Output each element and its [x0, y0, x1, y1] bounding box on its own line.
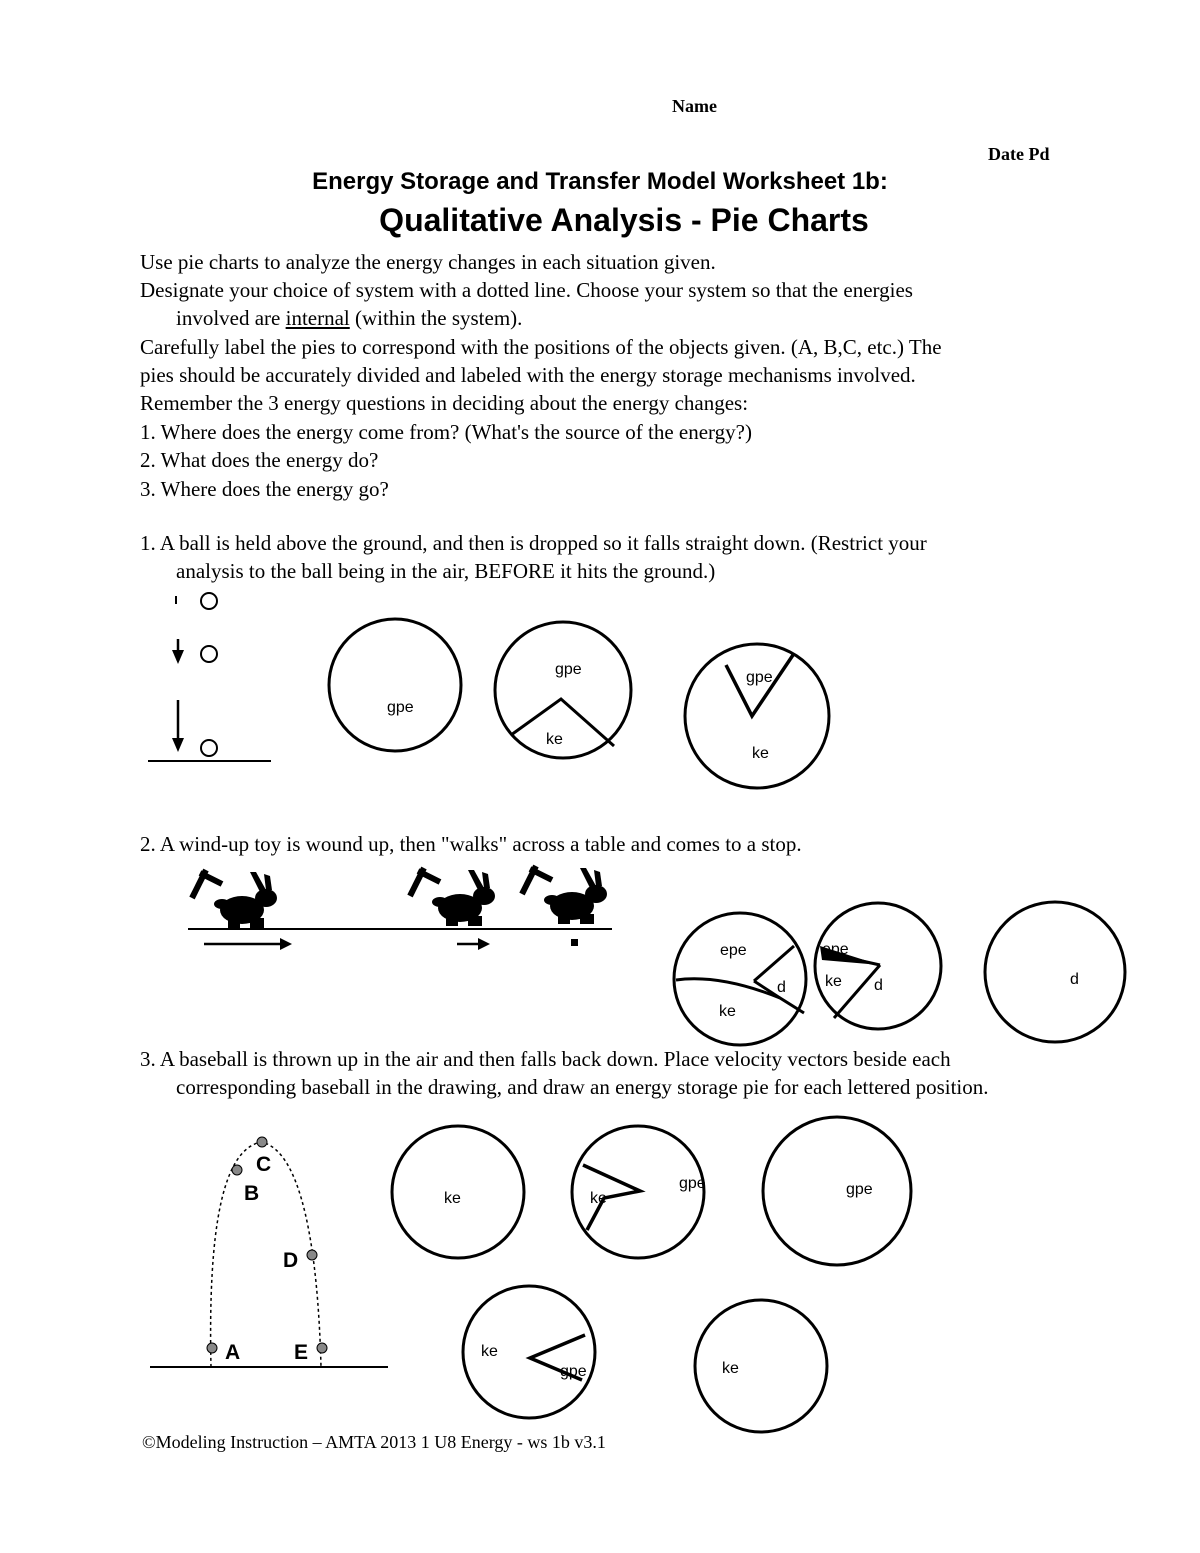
pie-label: ke	[719, 1003, 736, 1020]
pie-label: epe	[822, 941, 849, 958]
instruction-line: Carefully label the pies to correspond with the positions of the objects given. (A, B,C, etc.) The	[140, 335, 942, 359]
pie-label: gpe	[560, 1363, 587, 1380]
pie-label: ke	[590, 1190, 607, 1207]
energy-question: 2. What does the energy do?	[140, 448, 379, 472]
pie-label: gpe	[555, 661, 582, 678]
pie-chart	[495, 622, 631, 758]
pie-label: gpe	[387, 699, 414, 716]
pie-chart	[815, 903, 941, 1029]
wind-up-toy-figure	[188, 866, 612, 950]
problem-1-text: 1. A ball is held above the ground, and then is dropped so it falls straight down. (Restrict your	[140, 531, 927, 555]
position-label-a: A	[225, 1341, 241, 1364]
instruction-line: Use pie charts to analyze the energy changes in each situation given.	[140, 250, 716, 274]
position-label-e: E	[294, 1341, 309, 1364]
pie-label: epe	[720, 942, 747, 959]
footer-copyright: ©Modeling Instruction – AMTA 2013 1 U8 Energy - ws 1b v3.1	[142, 1432, 606, 1452]
instruction-line: Designate your choice of system with a dotted line. Choose your system so that the energies	[140, 278, 913, 302]
pie-label: gpe	[679, 1175, 706, 1192]
pie-chart	[463, 1286, 595, 1418]
pie-chart	[985, 902, 1125, 1042]
problem-3-text: 3. A baseball is thrown up in the air and then falls back down. Place velocity vectors beside each	[140, 1047, 951, 1071]
position-label-b: B	[244, 1182, 260, 1205]
pie-chart	[763, 1117, 911, 1265]
pie-label: gpe	[746, 669, 773, 686]
position-label-d: D	[283, 1249, 299, 1272]
pie-label: ke	[752, 745, 769, 762]
falling-ball-figure	[148, 593, 271, 761]
pie-label: d	[777, 979, 786, 996]
instruction-text: involved are	[176, 306, 286, 330]
worksheet-subtitle: Qualitative Analysis - Pie Charts	[379, 202, 869, 238]
energy-question: 3. Where does the energy go?	[140, 477, 389, 501]
pie-chart	[674, 913, 806, 1045]
pie-label: d	[874, 977, 883, 994]
pie-label: ke	[722, 1360, 739, 1377]
worksheet-title: Energy Storage and Transfer Model Worksheet 1b:	[312, 168, 888, 195]
problem-3-text: corresponding baseball in the drawing, and draw an energy storage pie for each lettered position.	[176, 1075, 989, 1099]
pie-chart	[329, 619, 461, 751]
instruction-line: pies should be accurately divided and labeled with the energy storage mechanisms involved.	[140, 363, 916, 387]
pie-label: ke	[825, 973, 842, 990]
pie-label: gpe	[846, 1181, 873, 1198]
pie-label: ke	[444, 1190, 461, 1207]
problem-2-text: 2. A wind-up toy is wound up, then "walks" across a table and comes to a stop.	[140, 832, 802, 856]
pie-label: ke	[546, 731, 563, 748]
energy-question: 1. Where does the energy come from? (What's the source of the energy?)	[140, 420, 752, 444]
baseball-trajectory-figure	[150, 1137, 388, 1367]
pie-label: d	[1070, 971, 1079, 988]
problem-1-text: analysis to the ball being in the air, BEFORE it hits the ground.)	[176, 559, 716, 583]
pie-chart	[392, 1126, 524, 1258]
underlined-word: internal	[285, 306, 350, 330]
instruction-text: (within the system).	[349, 306, 523, 330]
name-label: Name	[672, 96, 717, 116]
instruction-line: Remember the 3 energy questions in deciding about the energy changes:	[140, 391, 749, 415]
pie-chart	[685, 644, 829, 788]
pie-label: ke	[481, 1343, 498, 1360]
position-label-c: C	[256, 1153, 272, 1176]
pie-chart	[572, 1126, 706, 1258]
date-period-label: Date Pd	[988, 144, 1050, 164]
pie-chart	[695, 1300, 827, 1432]
